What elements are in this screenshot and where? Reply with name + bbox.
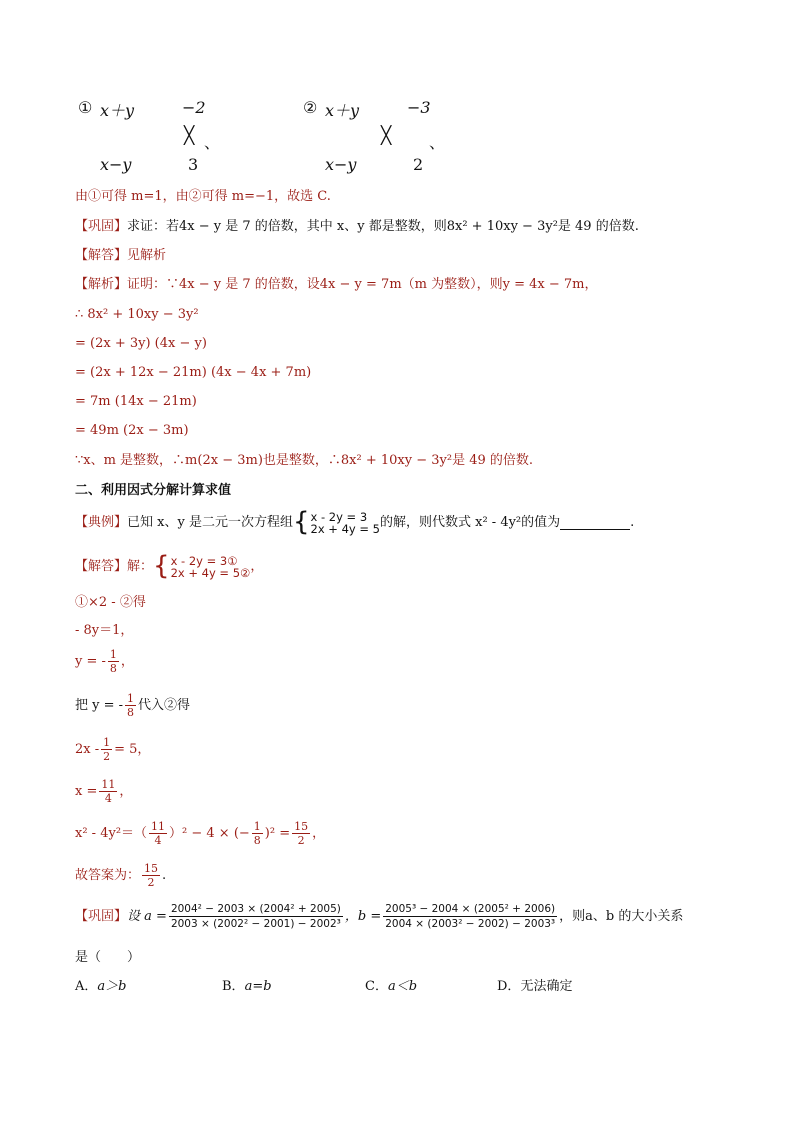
dianli (75, 507, 635, 537)
jieda-2-eq1: x - 2y = 3① (170, 554, 238, 568)
final-answer-end: . (162, 867, 167, 883)
cross-left-separator: 、 (204, 133, 221, 152)
numerator: 11 (151, 820, 166, 833)
step-4 (75, 692, 190, 719)
option-b-text: a=b (244, 979, 272, 994)
numerator: 1 (109, 648, 117, 661)
denominator: 2 (147, 876, 155, 889)
gonggu-1-text: 求证：若4x − y 是 7 的倍数，其中 x、y 都是整数，则8x² + 10xy − 3y²是 49 的倍数. (127, 219, 639, 234)
numerator: 1 (253, 820, 261, 833)
denominator: 8 (253, 834, 261, 847)
fraction-a (169, 902, 343, 931)
fraction (125, 692, 136, 719)
dianli-equation-system (292, 507, 380, 537)
cross-right-cross-icon: ╳ (381, 126, 392, 146)
fraction-b (383, 902, 557, 931)
dianli-eq2: 2x + 4y = 5 (310, 522, 380, 536)
step-7-part-b: ）² − 4 × (− (169, 825, 250, 841)
step-2: - 8y＝1， (75, 623, 134, 638)
left-brace-icon: { (292, 507, 310, 537)
denominator: 2 (297, 834, 305, 847)
numerator: 15 (144, 862, 159, 875)
cross-right-top-left: x＋y (325, 101, 360, 120)
dianli-post: 的解，则代数式 x² - 4y²的值为 (379, 515, 561, 530)
cross-right-bottom-right: 2 (413, 155, 424, 174)
proof-conclusion: ∵x、m 是整数，∴m(2x − 3m)也是整数，∴8x² + 10xy − 3y²是 49 的倍数. (75, 453, 534, 468)
dianli-pre: 已知 x、y 是二元一次方程组 (127, 515, 293, 530)
gonggu-1 (75, 218, 639, 236)
option-c[interactable] (365, 978, 417, 996)
cross-left-bottom-right: 3 (188, 155, 199, 174)
dianli-end: . (630, 515, 635, 530)
jieda-2-equation-system (153, 551, 251, 581)
gonggu-1-tag: 【巩固】 (75, 219, 128, 234)
denominator: 8 (127, 706, 135, 719)
proof-line-2: = (2x + 3y) (4x − y) (75, 336, 207, 351)
fraction (108, 648, 119, 675)
final-answer (75, 862, 166, 889)
gonggu-2-pre: 设 a = (127, 908, 167, 924)
dianli-eq1: x - 2y = 3 (310, 510, 368, 524)
step-3-lhs: y = - (75, 653, 106, 669)
fraction (292, 820, 310, 847)
step-6-lhs: x = (75, 783, 98, 799)
option-a-text: a＞b (97, 979, 127, 994)
cross-left-cross-icon: ╳ (184, 126, 195, 146)
gonggu-2-mid: ，b = (344, 908, 382, 924)
proof-line-1: ∴ 8x² + 10xy − 3y² (75, 307, 199, 322)
cross-left-number: ① (78, 98, 93, 117)
gonggu-2-post: ，则a、b 的大小关系 (559, 908, 684, 924)
cross-left-top-left: x＋y (100, 101, 135, 120)
fraction (101, 736, 112, 763)
denominator: 2003 × (2002² − 2001) − 2002³ (170, 918, 341, 930)
cross-right-bottom-left: x−y (325, 155, 357, 174)
proof-line-3: = (2x + 12x − 21m) (4x − 4x + 7m) (75, 365, 312, 380)
numerator: 2004² − 2003 × (2004² + 2005) (170, 903, 341, 915)
dianli-tag: 【典例】 (75, 515, 128, 530)
numerator: 2005³ − 2004 × (2005² + 2006) (385, 903, 556, 915)
fraction (252, 820, 263, 847)
option-c-label: C． (365, 979, 388, 994)
jieda-1-text: 见解析 (127, 248, 167, 263)
gonggu-2 (75, 902, 683, 931)
jiexi-tag: 【解析】 (75, 277, 128, 292)
answer-blank (560, 516, 630, 530)
option-c-text: a＜b (387, 979, 418, 994)
proof-line-5: = 49m (2x − 3m) (75, 423, 189, 438)
option-b-label: B． (222, 979, 245, 994)
cross-right-separator: 、 (429, 133, 446, 152)
numerator: 1 (127, 692, 135, 705)
fraction (99, 778, 117, 805)
fraction (149, 820, 167, 847)
option-a-label: A． (75, 979, 98, 994)
step-3-end: ， (120, 653, 134, 669)
step-5-end: = 5， (114, 741, 151, 757)
gonggu-2-tag: 【巩固】 (75, 908, 128, 924)
jiexi-text: 证明：∵4x − y 是 7 的倍数，设4x − y = 7m（m 为整数），则y = 4x − 7m， (127, 277, 598, 292)
step-7-part-c: )² = (264, 825, 291, 841)
denominator: 4 (154, 834, 162, 847)
cross-conclusion: 由①可得 m=1，由②可得 m=−1，故选 C. (75, 189, 331, 204)
cross-left (78, 98, 258, 178)
cross-right-number: ② (303, 98, 318, 117)
option-a[interactable] (75, 978, 126, 996)
step-1: ①×2 - ②得 (75, 595, 146, 610)
jieda-2-tag: 【解答】 (75, 559, 128, 574)
step-7 (75, 820, 325, 847)
gonggu-2-line-2: 是（ ） (75, 950, 141, 965)
jieda-1 (75, 247, 166, 265)
option-b[interactable] (222, 978, 272, 996)
jieda-2-pre: 解： (127, 559, 154, 574)
proof-line-4: = 7m (14x − 21m) (75, 394, 197, 409)
jiexi (75, 276, 597, 294)
denominator: 2004 × (2003² − 2002) − 2003³ (385, 918, 556, 930)
step-3 (75, 648, 134, 675)
fraction (142, 862, 160, 889)
numerator: 15 (294, 820, 309, 833)
step-4-end: 代入②得 (138, 697, 191, 713)
denominator: 8 (109, 662, 117, 675)
numerator: 11 (101, 778, 116, 791)
step-6 (75, 778, 132, 805)
numerator: 1 (103, 736, 111, 749)
jieda-2-post: ， (250, 559, 264, 574)
jieda-1-tag: 【解答】 (75, 248, 128, 263)
step-5-lhs: 2x - (75, 741, 100, 757)
step-4-lhs: 把 y = - (75, 697, 124, 713)
option-d[interactable] (497, 978, 572, 996)
cross-left-bottom-left: x−y (100, 155, 132, 174)
cross-right (303, 98, 483, 178)
denominator: 2 (103, 750, 111, 763)
denominator: 4 (104, 792, 112, 805)
option-d-label: D． (497, 979, 521, 994)
cross-left-top-right: −2 (182, 98, 206, 117)
step-6-end: ， (119, 783, 133, 799)
jieda-2 (75, 551, 264, 581)
step-5 (75, 736, 150, 763)
step-7-end: ， (312, 825, 326, 841)
step-7-part-a: x² - 4y²＝（ (75, 825, 148, 841)
left-brace-icon: { (153, 551, 170, 581)
option-d-text: 无法确定 (520, 979, 573, 994)
section-heading: 二、利用因式分解计算求值 (75, 483, 232, 498)
cross-right-top-right: −3 (407, 98, 431, 117)
final-answer-label: 故答案为： (75, 867, 141, 883)
jieda-2-eq2: 2x + 4y = 5② (170, 566, 251, 580)
